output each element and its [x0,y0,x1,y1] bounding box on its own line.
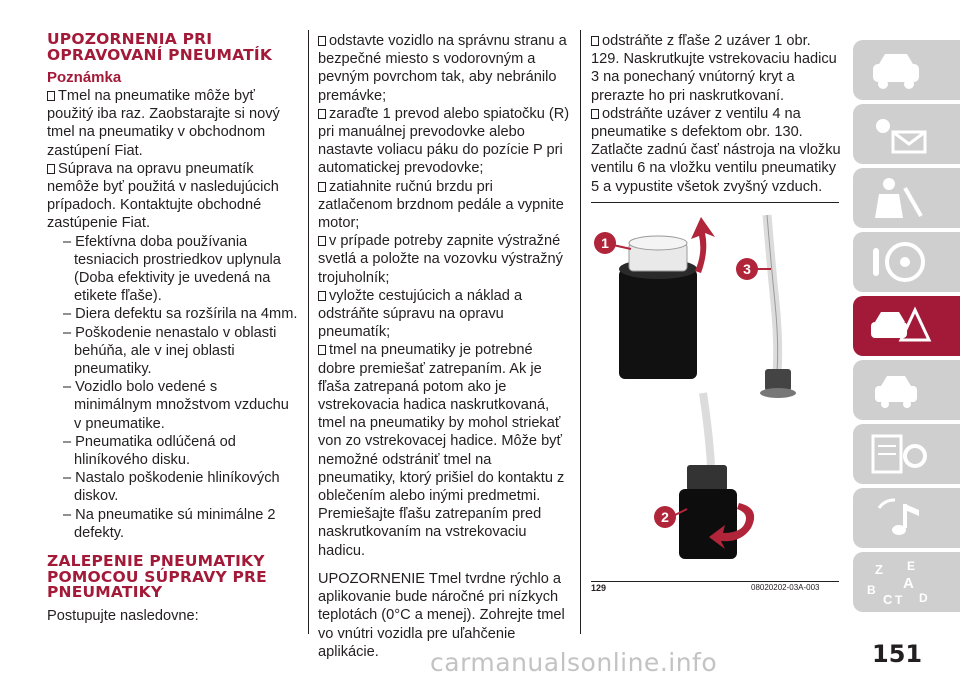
tab-emergency[interactable] [853,296,960,356]
checkbox-icon [591,109,599,119]
svg-text:C: C [883,592,893,607]
svg-text:D: D [919,591,928,605]
car-service-icon [865,366,935,414]
list-item: – Diera defektu sa rozšírila na 4mm. [63,306,298,323]
intro-text: Postupujte nasledovne: [47,607,199,624]
tab-safety[interactable] [853,168,960,228]
list-item: – Vozidlo bolo vedené s minimálnym množstvom vzduchu v pneumatike. [63,379,289,432]
tab-car-dashboard[interactable] [853,40,960,100]
svg-text:Z: Z [875,562,883,577]
note-paragraph-2: Súprava na opravu pneumatík nemôže byť použitá v nasledujúcich prípadoch. Kontaktujte obchodné zastúpenie Fiat. [47,160,279,232]
tab-maintenance[interactable] [853,360,960,420]
chapter-tabs [853,40,960,616]
svg-text:3: 3 [743,261,751,277]
checkbox-icon [318,109,326,119]
list-item: – Efektívna doba používania tesniacich prostriedkov uplynula (Doba efektivity je uvedená na etikete fľaše). [63,233,281,305]
tab-index[interactable] [853,552,960,612]
column-3 [591,32,841,196]
column-divider [580,30,581,634]
column-1 [47,32,299,625]
checkbox-icon [318,345,326,355]
step-item: zatiahnite ručnú brzdu pri zatlačenom brzdnom pedále a vypnite motor; [318,178,564,232]
figure-code: 08020202-03A-003 [751,583,820,592]
sealant-bottle-illustration [591,203,839,579]
svg-text:T: T [895,593,903,607]
svg-text:2: 2 [661,509,669,525]
tab-driving[interactable] [853,232,960,292]
step-item: odstráňte z fľaše 2 uzáver 1 obr. 129. Naskrutkujte vstrekovaciu hadicu 3 na ponechaný vnútorný kryt a prerazte ho pri naskrutkovaní. [591,33,837,104]
music-note-icon [865,494,935,542]
section-heading-repair: ZALEPENIE PNEUMATIKY POMOCOU SÚPRAVY PRE PNEUMATIKY [47,552,267,602]
steering-wheel-icon [865,238,935,286]
emergency-icon [865,302,935,350]
step-item: odstráňte uzáver z ventilu 4 na pneumatike s defektom obr. 130. Zatlačte zadnú časť nástroja na vložku ventilu 6 na vložku ventilu pneumatiky 5 a vypustite všetok zvyšný vzduch. [591,105,841,195]
step-item: v prípade potreby zapnite výstražné svetlá a položte na vozovku výstražný trojuholník; [318,233,563,286]
step-item: tmel na pneumatiky je potrebné dobre premiešať zatrepaním. Ak je fľaša zatrepaná potom ako je vstrekovacia hadica naskrutkovaná, tmel na pneumatiky by mohol striekať von zo vstrekovacej hadice. Môže byť nemožné odstrániť tmel na pneumatiky, ktorý prišiel do kontaktu z oblečením alebo inými predmetmi. Premiešajte fľašu zatrepaním pred naskrutkovaním na vstrekovaciu hadicu. [318,342,565,559]
checkbox-icon [47,164,55,174]
tab-warning-lights[interactable] [853,104,960,164]
column-2 [318,32,570,661]
tab-multimedia[interactable] [853,488,960,548]
figure-number: 129 [591,583,607,593]
step-item: zaraďte 1 prevod alebo spiatočku (R) pri manuálnej prevodovke alebo nastavte voliacu páku do pozície P pri automatickej prevodovke; [318,105,570,177]
checkbox-icon [318,291,326,301]
list-item: – Nastalo poškodenie hliníkových diskov. [63,470,280,505]
list-item: – Na pneumatike sú minimálne 2 defekty. [63,506,276,541]
step-item: vyložte cestujúcich a náklad a odstráňte súpravu na opravu pneumatík; [318,287,523,341]
warning-paragraph: UPOZORNENIE Tmel tvrdne rýchlo a aplikovanie bude náročné pri nízkych teplotách (0°C a menej). Zohrejte tmel vo vnútri vozidla pre uľahčenie aplikácie. [318,570,565,660]
alphabet-index-icon [865,558,945,612]
list-item: – Pneumatika odlúčená od hliníkového disku. [63,433,236,469]
checkbox-icon [591,36,599,46]
svg-text:1: 1 [601,235,609,251]
condition-list [47,233,299,542]
svg-text:E: E [907,559,916,573]
document-gear-icon [865,430,935,478]
checkbox-icon [318,182,326,192]
watermark: carmanualsonline.info [430,648,718,677]
note-paragraph-1: Tmel na pneumatike môže byť použitý iba raz. Zaobstarajte si nový tmel na pneumatiky v obchodnom zastúpení Fiat. [47,88,280,159]
checkbox-icon [318,236,326,246]
checkbox-icon [47,91,55,101]
section-heading-warnings: UPOZORNENIA PRI OPRAVOVANÍ PNEUMATÍK [47,30,273,64]
seatbelt-icon [865,174,935,222]
page-number: 151 [872,640,923,668]
tab-technical-data[interactable] [853,424,960,484]
column-divider [308,30,309,634]
svg-text:B: B [867,583,876,597]
figure-129 [591,202,839,582]
car-icon [865,46,935,94]
list-item: – Poškodenie nenastalo v oblasti behúňa, ale v inej oblasti pneumatiky. [63,324,277,378]
svg-text:A: A [903,575,914,592]
step-item: odstavte vozidlo na správnu stranu a bezpečné miesto s vodorovným a pevným povrchom tak, aby nebránilo premávke; [318,33,567,104]
checkbox-icon [318,36,326,46]
light-message-icon [865,110,935,158]
note-title: Poznámka [47,69,122,86]
